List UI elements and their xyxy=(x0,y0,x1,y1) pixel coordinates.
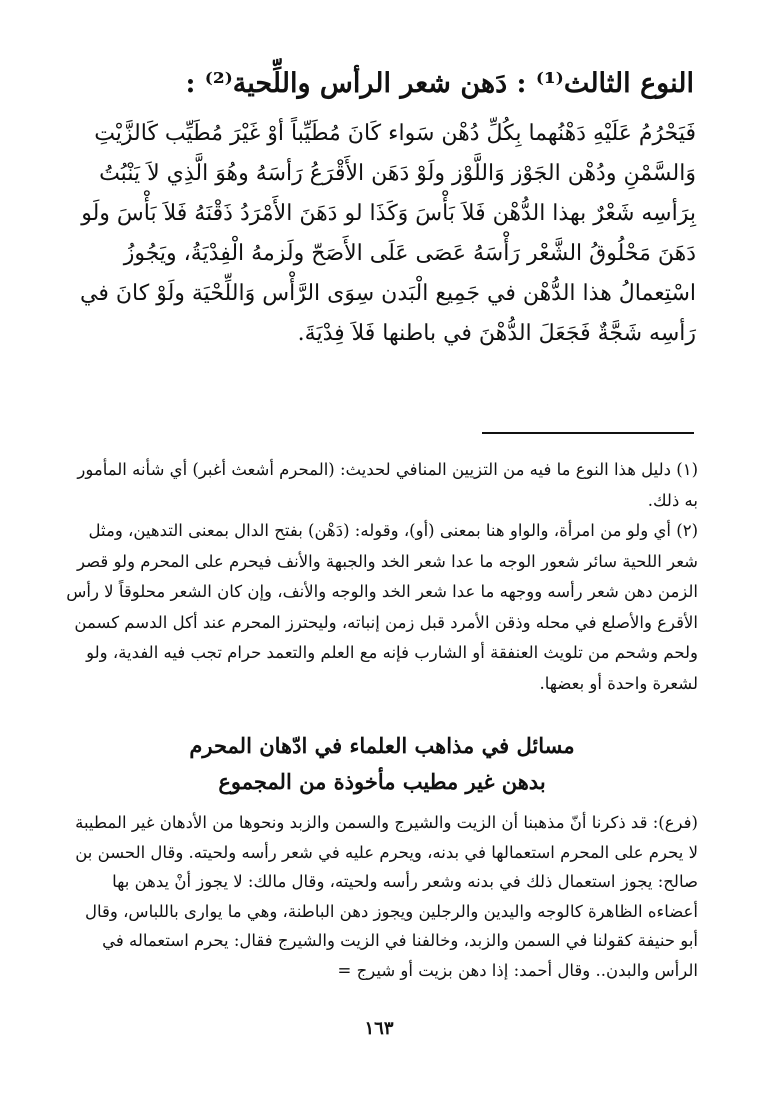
page-number: ١٦٣ xyxy=(364,1018,394,1039)
footnote-2 xyxy=(66,516,698,699)
footnote-1 xyxy=(66,455,698,516)
footnote-separator xyxy=(482,432,694,434)
subsection-body xyxy=(66,808,698,985)
subsection-title-line-1: مسائل في مذاهب العلماء في ادّهان المحرم xyxy=(189,733,575,758)
section-heading xyxy=(70,64,694,104)
footnote-1-text: (١) دليل هذا النوع ما فيه من التزيين المنافي لحديث: (المحرم أشعث أغبر) أي شأنه المأمور به ذلك. xyxy=(77,460,698,510)
subsection-title-line-2: بدهن غير مطيب مأخوذة من المجموع xyxy=(218,769,546,794)
main-text xyxy=(68,114,696,354)
footnote-2-text: (٢) أي ولو من امرأة، والواو هنا بمعنى (أو)، وقوله: (دَهْن) بفتح الدال بمعنى التدهين، ومثل شعر اللحية سائر شعور الوجه ما عدا شعر الخد والجبهة والأنف فيحرم على المحرم ولو قصر الزمن دهن شعر رأسه ووجهه ما عدا شعر الخد والوجه والأنف، وإن كان الشعر محلوقاً لا رأس الأقرع والأصلع في محله وذقن الأمرد قبل زمن إنباته، وليحترز المحرم عند أكل الدسم كسمن ولحم وشحم من تلويث العنفقة أو الشارب فإنه مع العلم والتعمد حرام تجب فيه الفدية، ولو لشعرة واحدة أو بعضها. xyxy=(66,521,698,693)
main-paragraph: فَيَحْرُمُ عَلَيْهِ دَهْنُهما بِكُلِّ دُهْن سَواء كَانَ مُطَيِّباً أوْ غَيْرَ مُطَيِّب كَالزَّيْتِ وَالسَّمْنِ ودُهْن الجَوْز وَاللَّوْز ولَوْ دَهَن الأَقْرَعُ رَأسَهُ وهُوَ الَّذِي لاَ يَنْبُتُ بِرَأسِه شَعْرٌ بهذا الدُّهْن فَلاَ بَأْسَ وَكَذَا لو دَهَنَ الأَمْرَدُ ذَقْنَهُ فَلاَ بَأْسَ ولَو دَهَنَ مَحْلُوقُ الشَّعْر رَأْسَهُ عَصَى عَلَى الأَصَحّ ولَزمهُ الْفِدْيَةُ، ويَجُوزُ اسْتِعمالُ هذا الدُّهْن في جَمِيع الْبَدن سِوَى الرَّأْس وَاللِّحْيَة ولَوْ كانَ في رَأسِه شَجَّةٌ فَجَعَلَ الدُّهْنَ في باطنها فَلاَ فِدْيَةَ. xyxy=(80,121,696,346)
heading-text: النوع الثالث⁽¹⁾ : دَهن شعر الرأس واللِّحية⁽²⁾ : xyxy=(185,68,694,99)
subsection-body-text: (فرع): قد ذكرنا أنّ مذهبنا أن الزيت والشيرج والسمن والزبد ونحوها من الأدهان غير المطيبة لا يحرم على المحرم استعمالها في بدنه، ويحرم عليه في شعر رأسه ولحيته. وقال الحسن بن صالح: يجوز استعمال ذلك في بدنه وشعر رأسه ولحيته، وقال مالك: لا يجوز أنْ يدهن بها أعضاءه الظاهرة كالوجه واليدين والرجلين ويجوز دهن الباطنة، وهي ما يوارى باللباس، وقال أبو حنيفة كقولنا في السمن والزبد، وخالفنا في الزيت والشيرج فقال: يحرم استعماله في الرأس والبدن.. وقال أحمد: إذا دهن بزيت أو شيرج = xyxy=(75,813,698,980)
